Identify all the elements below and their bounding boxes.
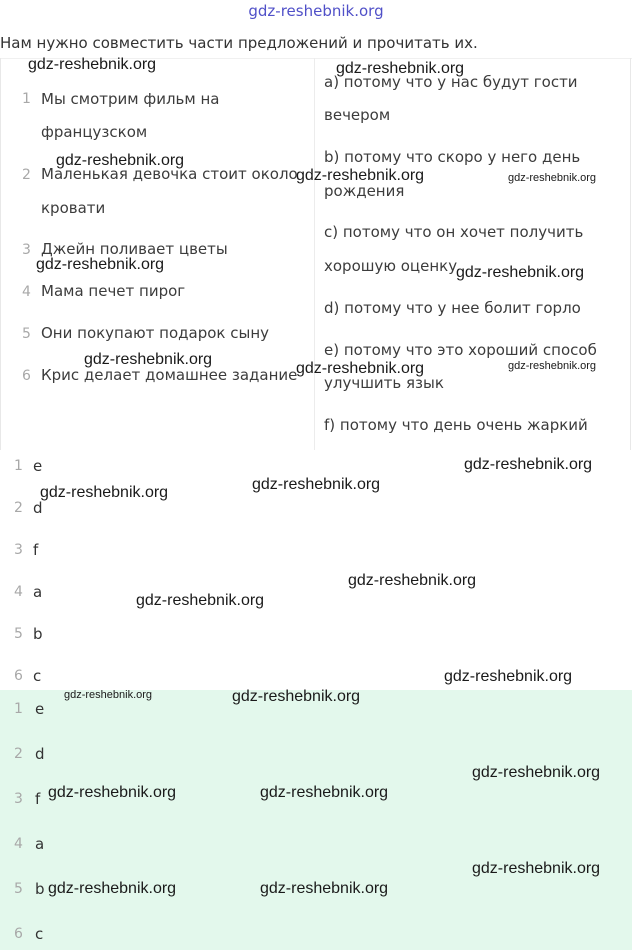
- watermark: gdz-reshebnik.org: [296, 167, 425, 184]
- watermark: gdz-reshebnik.org: [232, 688, 361, 705]
- watermark: gdz-reshebnik.org: [48, 880, 177, 897]
- answer-number: 3: [14, 791, 23, 807]
- watermark: gdz-reshebnik.org: [260, 880, 389, 897]
- answers-panel: [0, 690, 632, 950]
- answer-letter: c: [35, 925, 44, 943]
- answer-number: 1: [14, 458, 23, 474]
- answer-letter: b: [35, 880, 45, 898]
- answer-number: 2: [14, 500, 23, 516]
- left-item-text: Маленькая девочка стоит около: [41, 165, 298, 183]
- answer-number: 5: [14, 626, 23, 642]
- watermark: gdz-reshebnik.org: [260, 784, 389, 801]
- watermark: gdz-reshebnik.org: [444, 668, 573, 685]
- right-item-text: a) потому что у нас будут гости: [324, 73, 578, 91]
- left-item-text: Крис делает домашнее задание: [41, 366, 298, 384]
- answer-number: 6: [14, 926, 23, 942]
- right-item-text: e) потому что это хороший способ: [324, 341, 597, 359]
- watermark: gdz-reshebnik.org: [508, 172, 597, 184]
- watermark: gdz-reshebnik.org: [464, 456, 593, 473]
- answer-letter: f: [35, 790, 41, 808]
- answer-letter: e: [33, 457, 43, 475]
- column-divider: [314, 58, 315, 450]
- watermark: gdz-reshebnik.org: [472, 764, 601, 781]
- watermark: gdz-reshebnik.org: [508, 360, 597, 372]
- right-item-text: d) потому что у нее болит горло: [324, 299, 581, 317]
- right-item-text: f) потому что день очень жаркий: [324, 416, 588, 434]
- watermark: gdz-reshebnik.org: [56, 152, 185, 169]
- answer-letter: f: [33, 541, 39, 559]
- watermark: gdz-reshebnik.org: [28, 56, 157, 73]
- watermark: gdz-reshebnik.org: [456, 264, 585, 281]
- watermark: gdz-reshebnik.org: [472, 860, 601, 877]
- answer-number: 5: [14, 881, 23, 897]
- site-title[interactable]: gdz-reshebnik.org: [248, 2, 384, 20]
- left-item-text: Джейн поливает цветы: [41, 240, 228, 258]
- watermark: gdz-reshebnik.org: [48, 784, 177, 801]
- answer-number: 6: [14, 668, 23, 684]
- answer-letter: d: [33, 499, 43, 517]
- instruction-text: Нам нужно совместить части предложений и прочитать их.: [0, 34, 478, 52]
- left-item-text: Мы смотрим фильм на: [41, 90, 220, 108]
- watermark: gdz-reshebnik.org: [296, 360, 425, 377]
- right-item-text: вечером: [324, 106, 391, 124]
- left-item-text: кровати: [41, 199, 106, 217]
- answer-letter: b: [33, 625, 43, 643]
- answer-letter: a: [33, 583, 43, 601]
- left-item-number: 5: [22, 326, 31, 342]
- answer-letter: e: [35, 700, 45, 718]
- exercise-border-right: [630, 58, 631, 450]
- watermark: gdz-reshebnik.org: [36, 256, 165, 273]
- answer-letter: c: [33, 667, 42, 685]
- answer-letter: a: [35, 835, 45, 853]
- left-item-number: 4: [22, 284, 31, 300]
- right-item-text: рождения: [324, 182, 405, 200]
- watermark: gdz-reshebnik.org: [40, 484, 169, 501]
- right-item-text: улучшить язык: [324, 374, 444, 392]
- answer-number: 4: [14, 836, 23, 852]
- watermark: gdz-reshebnik.org: [136, 592, 265, 609]
- watermark: gdz-reshebnik.org: [336, 60, 465, 77]
- answer-number: 4: [14, 584, 23, 600]
- left-item-number: 2: [22, 167, 31, 183]
- left-item-number: 1: [22, 91, 31, 107]
- left-item-text: Мама печет пирог: [41, 282, 186, 300]
- watermark: gdz-reshebnik.org: [64, 689, 153, 701]
- left-item-text: Они покупают подарок сыну: [41, 324, 270, 342]
- left-item-text: французском: [41, 123, 148, 141]
- exercise-border-left: [0, 58, 1, 450]
- answer-number: 3: [14, 542, 23, 558]
- watermark: gdz-reshebnik.org: [84, 351, 213, 368]
- answer-number: 2: [14, 746, 23, 762]
- right-item-text: c) потому что он хочет получить: [324, 223, 584, 241]
- watermark: gdz-reshebnik.org: [348, 572, 477, 589]
- right-item-text: хорошую оценку: [324, 257, 458, 275]
- left-item-number: 3: [22, 242, 31, 258]
- watermark: gdz-reshebnik.org: [252, 476, 381, 493]
- answer-number: 1: [14, 701, 23, 717]
- left-item-number: 6: [22, 368, 31, 384]
- right-item-text: b) потому что скоро у него день: [324, 148, 581, 166]
- answer-letter: d: [35, 745, 45, 763]
